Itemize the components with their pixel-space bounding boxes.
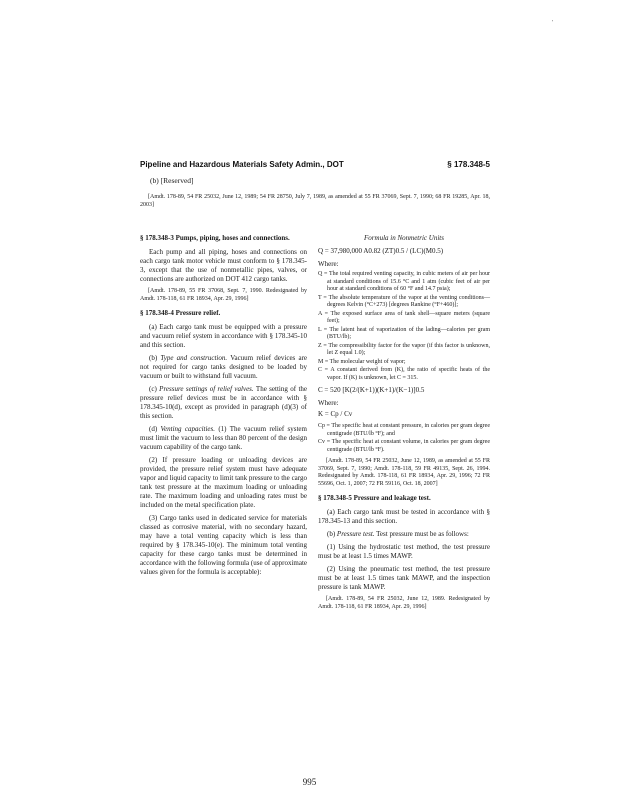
definition-list	[318, 271, 490, 382]
citation: [Amdt. 178-89, 54 FR 25032, June 12, 1989, as amended at 55 FR 37069, Sept. 7, 1990; Amdt. 178-118, 59 FR 49135, Sept. 26, 1994. Redesignated by Amdt. 178-118, 61 FR 18934, Apr. 29, 1996; 72 FR 55696, Oct. 1, 2007; 72 FR 59116, Oct. 18, 2007]	[318, 458, 490, 487]
paragraph	[318, 530, 490, 539]
page-number: 995	[302, 777, 317, 787]
paragraph: (3) Cargo tanks used in dedicated service for materials classed as corrosive material, with no secondary hazard, may have a total venting capacity which is less than required by § 178.345-10(e). The minimum total venting capacity for these cargo tanks must be determined in accordance with the following formula (use of approximate values given for the formula is acceptable):	[140, 514, 307, 576]
paragraph-heading: Type and construction.	[160, 354, 228, 362]
header-section: § 178.348-5	[447, 160, 490, 169]
paragraph-lead: (b)	[327, 530, 336, 538]
paragraph	[140, 385, 307, 421]
paragraph	[140, 354, 307, 381]
paragraph: Each pump and all piping, hoses and connections on each cargo tank motor vehicle must conform to § 178.345-3, except that the use of nonmetallic pipes, valves, or connections are authorized on DOT 412 cargo tanks.	[140, 248, 307, 283]
definition-item: C = A constant derived from (K), the ratio of specific heats of the vapor. If (K) is unknown, let C = 315.	[318, 367, 490, 381]
section-number: § 178.348-3	[140, 234, 174, 242]
paragraph-text: Test pressure must be as follows:	[376, 530, 469, 538]
definition-item: Cv = The specific heat at constant volume, in calories per gram degree centigrade (BTU/lb °F).	[318, 439, 490, 453]
section-number: § 178.348-5	[318, 494, 352, 502]
paragraph-text: The setting of the pressure relief devices must be in accordance with § 178.345-10(d), except as provided in paragraph (d)(3) of this section.	[140, 385, 307, 420]
definition-item: M = The molecular weight of vapor;	[318, 358, 406, 365]
definition-item: L = The latent heat of vaporization of the lading—calories per gram (BTU/lb);	[318, 326, 490, 340]
formula-equation: K = Cp / Cv	[318, 410, 353, 418]
corner-mark: '	[552, 20, 554, 26]
formula-heading: Formula in Nonmetric Units	[364, 234, 444, 242]
section-heading	[318, 494, 490, 503]
citation: [Amdt. 178-89, 55 FR 37068, Sept. 7, 1990. Redesignated by Amdt. 178-118, 61 FR 18934, Apr. 29, 1996]	[140, 288, 307, 302]
paragraph: (2) If pressure loading or unloading devices are provided, the pressure relief system must have adequate vapor and liquid capacity to limit tank pressure to the cargo tank test pressure at the maximum loading or unloading rate. The maximum loading and unloading rates must be included on the metal specification plate.	[140, 456, 307, 509]
section-number: § 178.348-4	[140, 309, 174, 317]
paragraph: (a) Each cargo tank must be tested in accordance with § 178.345-13 and this section.	[318, 508, 490, 525]
header-title: Pipeline and Hazardous Materials Safety Admin., DOT	[140, 160, 344, 169]
paragraph: (1) Using the hydrostatic test method, the test pressure must be at least 1.5 times MAWP.	[318, 543, 490, 560]
definition-item: Cp = The specific heat at constant pressure, in calories per gram degree centigrade (BTU/lb °F); and	[318, 423, 490, 437]
paragraph-lead: (d)	[149, 425, 158, 433]
paragraph: (2) Using the pneumatic test method, the test pressure must be at least 1.5 times tank MAWP, and the inspection pressure is tank MAWP.	[318, 565, 490, 591]
where-label: Where:	[318, 399, 339, 407]
paragraph: (a) Each cargo tank must be equipped with a pressure and vacuum relief system in accordance with § 178.345-10 and this section.	[140, 323, 307, 349]
right-column	[318, 234, 490, 617]
reserved-paragraph: (b) [Reserved]	[150, 176, 194, 185]
section-heading	[140, 309, 307, 318]
citation: [Amdt. 178-89, 54 FR 25032, June 12, 1989. Redesignated by Amdt. 178-118, 61 FR 18934, Apr. 29, 1996]	[318, 596, 490, 610]
running-head	[140, 160, 490, 169]
paragraph-text: (1) The vacuum relief system must limit the vacuum to less than 80 percent of the design vacuum capability of the cargo tank.	[140, 425, 307, 451]
definition-item: T = The absolute temperature of the vapor at the venting conditions—degrees Kelvin (°C+273) [degrees Rankine (°F+460)];	[318, 294, 490, 308]
paragraph-heading: Pressure settings of relief valves.	[159, 385, 254, 393]
paragraph-heading: Pressure test.	[336, 530, 375, 538]
section-title: Pumps, piping, hoses and connections.	[175, 234, 290, 242]
where-label: Where:	[318, 260, 339, 268]
paragraph-heading: Venting capacities.	[160, 425, 215, 433]
formula-equation: Q = 37,980,000 A0.82 (ZT)0.5 / (LC)(M0.5)	[318, 247, 444, 255]
authority-citation: [Amdt. 178-89, 54 FR 25032, June 12, 1989; 54 FR 28750, July 7, 1989, as amended at 55 FR 37069, Sept. 7, 1990; 68 FR 19285, Apr. 18, 2003]	[140, 194, 490, 208]
paragraph-text: Vacuum relief devices are not required for cargo tanks designed to be loaded by vacuum or built to withstand full vacuum.	[140, 354, 308, 380]
left-column	[140, 234, 307, 581]
definition-item: Z = The compressibility factor for the vapor (if this factor is unknown, let Z equal 1.0);	[318, 342, 490, 356]
definition-list	[318, 423, 490, 454]
section-title: Pressure relief.	[175, 309, 221, 317]
definition-item: A = The exposed surface area of tank shell—square meters (square feet);	[318, 310, 490, 324]
section-title: Pressure and leakage test.	[353, 494, 431, 502]
paragraph-lead: (b)	[149, 354, 158, 362]
formula-equation: C = 520 [K(2/(K+1))(K+1)/(K−1)]0.5	[318, 386, 425, 394]
section-heading	[140, 234, 307, 243]
paragraph-lead: (c)	[149, 385, 157, 393]
paragraph	[140, 425, 307, 452]
definition-item: Q = The total required venting capacity, in cubic meters of air per hour at standard conditions of 15.6 °C and 1 atm (cubic feet of air per hour at standard conditions of 60 °F and 14.7 psia);	[318, 271, 490, 292]
